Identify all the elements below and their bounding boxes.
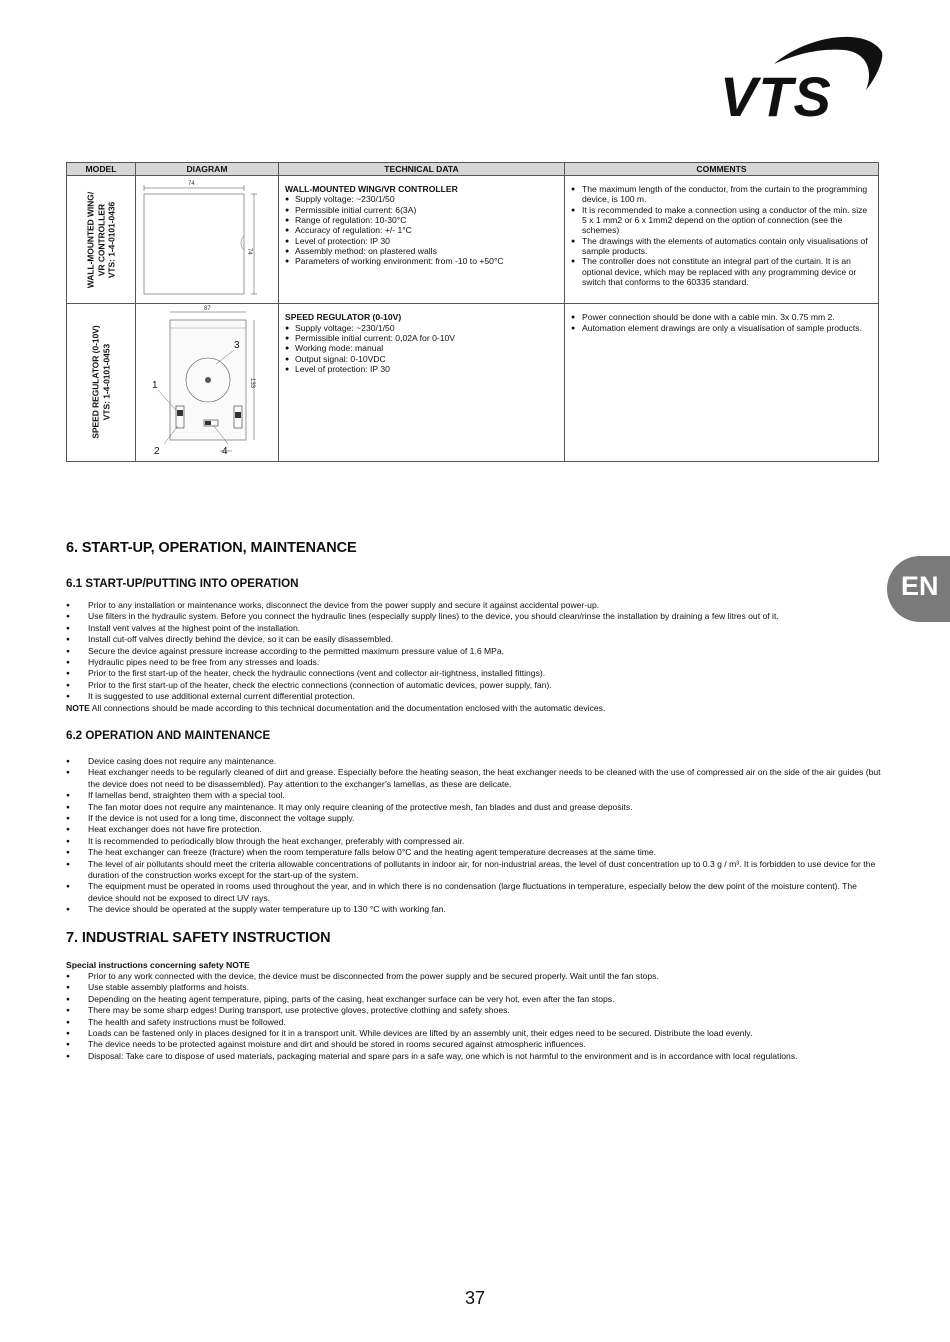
header-technical-data: TECHNICAL DATA	[279, 163, 565, 176]
list-item: ● The device needs to be protected against moisture and dirt and should be stored in rooms secured against atmospheric influences.	[66, 1039, 884, 1050]
list-item: ● Use stable assembly platforms and hoists.	[66, 982, 884, 993]
list-item: ● The heat exchanger can freeze (fracture) when the room temperature falls below 0°C and the heating agent temperature decreases at the same time.	[66, 847, 884, 858]
note-text: All connections should be made according to this technical documentation and the documentation enclosed with the automatic devices.	[89, 703, 606, 713]
header-comments: COMMENTS	[565, 163, 879, 176]
tech-data-cell	[279, 304, 565, 461]
list-item: ● Install vent valves at the highest point of the installation.	[66, 623, 884, 634]
table-row	[67, 176, 879, 304]
list-item: ● Level of protection: IP 30	[285, 364, 558, 374]
list-item: ● Prior to the first start-up of the heater, check the electric connections (connection of automatic devices, power supply, fan).	[66, 680, 884, 691]
list-item: ● Supply voltage: ~230/1/50	[285, 323, 558, 333]
section-7-title: 7. INDUSTRIAL SAFETY INSTRUCTION	[66, 930, 331, 946]
list-item: ● The health and safety instructions must be followed.	[66, 1017, 884, 1028]
model-line: VTS: 1-4-0101-0453	[101, 344, 111, 421]
list-item: ● Hydraulic pipes need to be free from any stresses and loads.	[66, 657, 884, 668]
list-item: ● Output signal: 0-10VDC	[285, 354, 558, 364]
list-item: ● Range of regulation: 10-30°C	[285, 215, 558, 225]
header-model: MODEL	[67, 163, 136, 176]
list-item: ● There may be some sharp edges! During transport, use protective gloves, protective clothing and safety shoes.	[66, 1005, 884, 1016]
tech-title: WALL-MOUNTED WING/VR CONTROLLER	[285, 184, 458, 194]
list-item: ● The equipment must be operated in rooms used throughout the year, and in which there is no condensation (large fluctuations in temperature, especially below the dew point of the moisture content). The device should not be exposed to direct UV rays.	[66, 881, 884, 904]
logo-text: VTS	[720, 65, 832, 122]
model-cell	[67, 176, 136, 304]
list-item: ● Parameters of working environment: from -10 to +50°C	[285, 256, 558, 266]
diagram-cell	[136, 304, 279, 461]
model-line: SPEED REGULATOR (0-10V)	[90, 325, 101, 440]
callout-4: 4	[222, 446, 228, 458]
vts-logo	[716, 30, 886, 122]
callout-2: 2	[154, 446, 160, 458]
list-item: ● The fan motor does not require any maintenance. It may only require cleaning of the protective mesh, fan blades and dust and grease deposits.	[66, 802, 884, 813]
callout-3: 3	[234, 340, 240, 352]
list-item: ● Prior to the first start-up of the heater, check the hydraulic connections (vent and collector air-tightness, installed fittings).	[66, 668, 884, 679]
dim-width: 74	[188, 181, 195, 187]
list-item: ● Automation element drawings are only a visualisation of sample products.	[571, 323, 872, 333]
model-cell	[67, 304, 136, 461]
section-6-2-title: 6.2 OPERATION AND MAINTENANCE	[66, 729, 271, 742]
speed-regulator-diagram	[136, 304, 277, 458]
tech-title: SPEED REGULATOR (0-10V)	[285, 312, 402, 323]
maintenance-list	[66, 756, 884, 916]
table-row	[67, 304, 879, 461]
list-item: ● If the device is not used for a long time, disconnect the voltage supply.	[66, 813, 884, 824]
startup-list	[66, 600, 884, 703]
model-line: VTS: 1-4-0101-0436	[106, 201, 117, 278]
list-item: ● The drawings with the elements of automatics contain only visualisations of sample products.	[571, 236, 872, 257]
tech-data-cell	[279, 176, 565, 304]
list-item: ● Permissible initial current: 6(3A)	[285, 205, 558, 215]
list-item: ● Loads can be fastened only in places designed for it in a transport unit. While devices are lifted by an assembly unit, their edges need to be secured. Distribute the load evenly.	[66, 1028, 884, 1039]
list-item: ● Supply voltage: ~230/1/50	[285, 194, 558, 204]
language-label: EN	[901, 571, 939, 601]
list-item: ● The level of air pollutants should meet the criteria allowable concentrations of pollutants in indoor air, for non-industrial areas, the level of dust concentration up to 0.3 g / m³. It is forbidden to use device for the duration of the construction works except for the start-up of the system.	[66, 859, 884, 882]
list-item: ● The maximum length of the conductor, from the curtain to the programming device, is 100 m.	[571, 184, 872, 205]
list-item: ● It is recommended to periodically blow through the heat exchanger, preferably with compressed air.	[66, 836, 884, 847]
list-item: ● Install cut-off valves directly behind the device, so it can be easily disassembled.	[66, 634, 884, 645]
list-item: ● Prior to any installation or maintenance works, disconnect the device from the power supply and secure it against accidental power-up.	[66, 600, 884, 611]
section-7-subtitle: Special instructions concerning safety NOTE	[66, 960, 250, 970]
model-line: VR CONTROLLER	[95, 203, 106, 276]
list-item: ● Heat exchanger needs to be regularly cleaned of dirt and grease. Especially before the heating season, the heat exchanger needs to be cleaned with the use of compressed air on the side of the air guides (but the device does not need to be disassembled). Pay attention to the exchanger’s lamellas, as these are delicate.	[66, 767, 884, 790]
list-item: ● Permissible initial current: 0,02A for 0-10V	[285, 333, 558, 343]
list-item: ● Accuracy of regulation: +/- 1°C	[285, 225, 558, 235]
list-item: ● Use filters in the hydraulic system. Before you connect the hydraulic lines (especially supply lines) to the device, you should clean/rinse the installation by draining a few litres out of it.	[66, 611, 884, 622]
list-item: ● Assembly method: on plastered walls	[285, 246, 558, 256]
callout-1: 1	[152, 380, 158, 392]
list-item: ● Power connection should be done with a cable min. 3x 0.75 mm 2.	[571, 312, 872, 322]
list-item: ● It is suggested to use additional external current differential protection.	[66, 691, 884, 702]
list-item: ● Secure the device against pressure increase according to the permitted maximum pressure value of 1.6 MPa.	[66, 646, 884, 657]
header-diagram: DIAGRAM	[136, 163, 279, 176]
list-item: ● The device should be operated at the supply water temperature up to 130 °C with working fan.	[66, 904, 884, 915]
diagram-cell	[136, 176, 279, 304]
note	[66, 703, 605, 714]
note-label: NOTE	[66, 703, 90, 713]
model-line: WALL-MOUNTED WING/	[85, 191, 96, 288]
list-item: ● If lamellas bend, straighten them with a special tool.	[66, 790, 884, 801]
section-6-1-title: 6.1 START-UP/PUTTING INTO OPERATION	[66, 577, 299, 590]
language-tab	[887, 556, 950, 622]
list-item: ● Depending on the heating agent temperature, piping, parts of the casing, heat exchanger surface can be very hot, even after the fan stops.	[66, 994, 884, 1005]
comments-cell	[565, 176, 879, 304]
dim-height: 74	[246, 248, 252, 255]
section-6-title: 6. START-UP, OPERATION, MAINTENANCE	[66, 540, 357, 556]
list-item: ● The controller does not constitute an integral part of the curtain. It is an optional device, which may be replaced with any programming device or switch that conforms to the 60335 standard.	[571, 256, 872, 287]
list-item: ● Level of protection: IP 30	[285, 236, 558, 246]
list-item: ● Working mode: manual	[285, 343, 558, 353]
list-item: ● Prior to any work connected with the device, the device must be disconnected from the power supply and be secured properly. Wait until the fan stops.	[66, 971, 884, 982]
dim-height: 133	[249, 378, 255, 389]
list-item: ● Device casing does not require any maintenance.	[66, 756, 884, 767]
list-item: ● Heat exchanger does not have fire protection.	[66, 824, 884, 835]
spec-table	[66, 162, 879, 462]
wall-controller-diagram	[136, 176, 277, 301]
list-item: ● It is recommended to make a connection using a conductor of the min. size 5 x 1 mm2 or 6 x 1mm2 depend on the option of connection (see the schemes)	[571, 205, 872, 236]
page-number: 37	[464, 1288, 486, 1308]
list-item: ● Disposal: Take care to dispose of used materials, packaging material and spare pars in a safe way, one which is not harmful to the environment and is in accordance with local regulations.	[66, 1051, 884, 1062]
dim-width: 87	[204, 306, 211, 313]
safety-list	[66, 971, 884, 1062]
comments-cell	[565, 304, 879, 461]
